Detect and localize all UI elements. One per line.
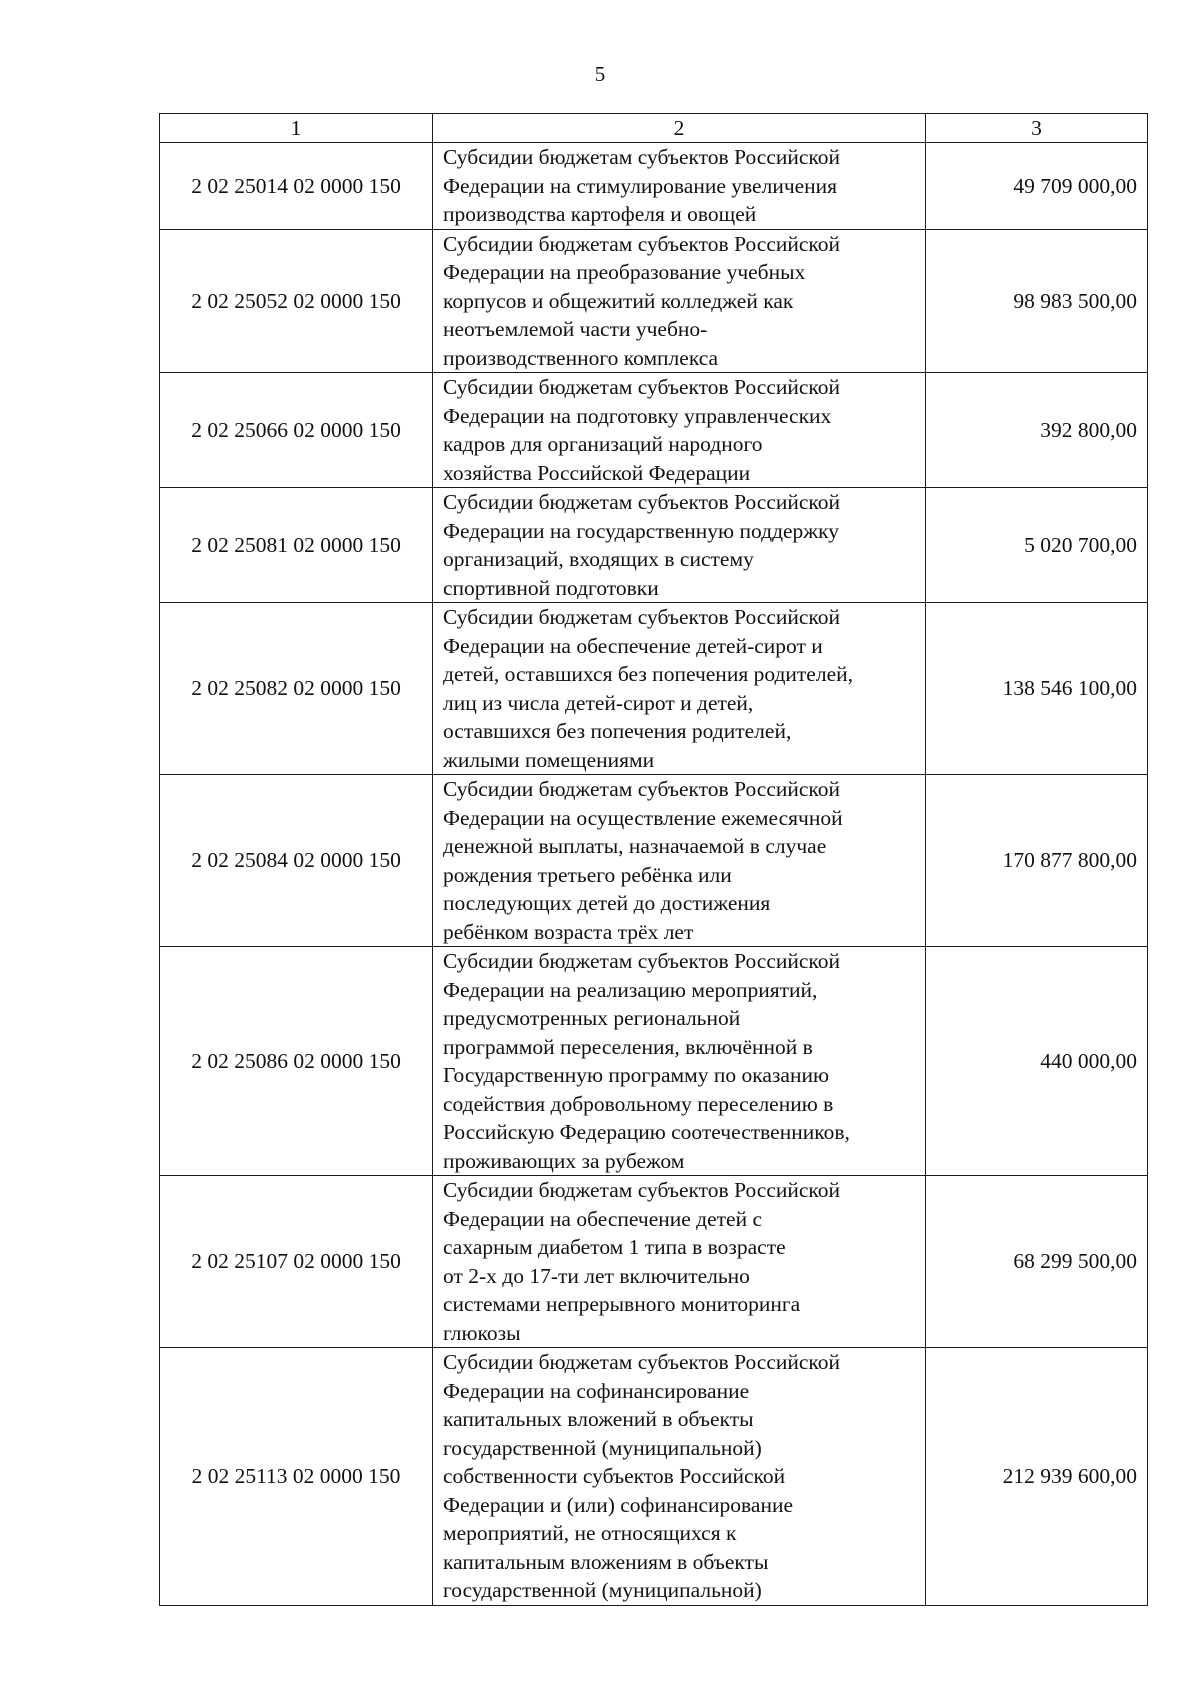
income-name-line: Федерации на государственную поддержку [443, 518, 840, 543]
income-name-line: программой переселения, включённой в [443, 1034, 813, 1059]
income-name-line: последующих детей до достижения [443, 891, 771, 915]
income-name-line: Федерации на подготовку управленческих [443, 403, 832, 428]
amount-cell: 440 000,00 [926, 947, 1148, 1176]
income-name-line: кадров для организаций народного [443, 432, 763, 456]
income-name-line: рождения третьего ребёнка или [443, 862, 732, 887]
income-name-line: лиц из числа детей-сирот и детей, [443, 690, 754, 715]
income-name-cell [433, 229, 926, 373]
income-name-line: Федерации на реализацию мероприятий, [443, 977, 818, 1002]
income-name-line: Субсидии бюджетам субъектов Российской [443, 490, 841, 514]
income-name-line: от 2-х до 17-ти лет включительно [443, 1263, 750, 1288]
budget-code-cell: 2 02 25066 02 0000 150 [160, 373, 433, 488]
income-name-line: производства картофеля и овощей [443, 202, 757, 226]
budget-code-cell: 2 02 25084 02 0000 150 [160, 775, 433, 947]
income-name-line: сахарным диабетом 1 типа в возрасте [443, 1235, 786, 1259]
amount-cell: 5 020 700,00 [926, 488, 1148, 603]
income-name-line: проживающих за рубежом [443, 1148, 685, 1173]
amount-cell: 212 939 600,00 [926, 1348, 1148, 1606]
header-row [160, 114, 1148, 143]
income-name-line: Государственную программу по оказанию [443, 1063, 830, 1087]
income-name-line: жилыми помещениями [443, 747, 655, 772]
income-name-line: капитальным вложениям в объекты [443, 1549, 769, 1574]
income-name-line: государственной (муниципальной) [443, 1435, 762, 1460]
income-name-line: системами непрерывного мониторинга [443, 1292, 801, 1316]
table-row [160, 775, 1148, 947]
budget-code-cell: 2 02 25113 02 0000 150 [160, 1348, 433, 1606]
table-row [160, 373, 1148, 488]
table-row [160, 1348, 1148, 1606]
income-name-line: Федерации на преобразование учебных [443, 260, 806, 284]
income-name-cell [433, 1348, 926, 1606]
income-name-cell [433, 1176, 926, 1348]
amount-cell: 68 299 500,00 [926, 1176, 1148, 1348]
table-row [160, 947, 1148, 1176]
income-name-line: капитальных вложений в объекты [443, 1407, 754, 1431]
income-name-line: глюкозы [443, 1320, 521, 1345]
budget-code-cell: 2 02 25052 02 0000 150 [160, 229, 433, 373]
income-name-line: хозяйства Российской Федерации [443, 460, 751, 485]
income-name-line: Субсидии бюджетам субъектов Российской [443, 1178, 841, 1202]
income-name-line: Российскую Федерацию соотечественников, [443, 1120, 850, 1144]
amount-cell: 98 983 500,00 [926, 229, 1148, 373]
income-name-line: мероприятий, не относящихся к [443, 1521, 737, 1545]
budget-code-cell: 2 02 25086 02 0000 150 [160, 947, 433, 1176]
income-name-line: ребёнком возраста трёх лет [443, 919, 694, 944]
amount-cell: 392 800,00 [926, 373, 1148, 488]
income-name-line: неотъемлемой части учебно- [443, 317, 708, 341]
table-row [160, 603, 1148, 775]
table-row [160, 229, 1148, 373]
income-name-line: производственного комплекса [443, 345, 719, 370]
income-name-line: Субсидии бюджетам субъектов Российской [443, 777, 841, 801]
income-name-line: Субсидии бюджетам субъектов Российской [443, 375, 841, 399]
income-name-line: Субсидии бюджетам субъектов Российской [443, 145, 841, 169]
income-name-cell [433, 947, 926, 1176]
income-name-line: оставшихся без попечения родителей, [443, 719, 792, 743]
budget-table [159, 113, 1148, 1606]
income-name-line: денежной выплаты, назначаемой в случае [443, 834, 827, 858]
income-name-cell [433, 143, 926, 230]
income-name-line: собственности субъектов Российской [443, 1464, 786, 1488]
income-name-line: Субсидии бюджетам субъектов Российской [443, 1350, 841, 1374]
table-body [160, 114, 1148, 1606]
income-name-line: Субсидии бюджетам субъектов Российской [443, 949, 841, 973]
page-number: 5 [594, 62, 606, 86]
income-name-line: Федерации на обеспечение детей с [443, 1206, 763, 1231]
income-name-cell [433, 775, 926, 947]
income-name-cell [433, 488, 926, 603]
column-header-name: 2 [433, 114, 926, 143]
income-name-line: государственной (муниципальной) [443, 1578, 762, 1602]
income-name-line: корпусов и общежитий колледжей как [443, 288, 794, 313]
income-name-line: Федерации на обеспечение детей-сирот и [443, 633, 823, 658]
income-name-line: детей, оставшихся без попечения родителей, [443, 662, 854, 686]
income-name-line: содействия добровольному переселению в [443, 1091, 834, 1116]
column-header-code: 1 [160, 114, 433, 143]
income-name-line: Субсидии бюджетам субъектов Российской [443, 605, 841, 629]
income-name-line: предусмотренных региональной [443, 1006, 741, 1030]
budget-code-cell: 2 02 25107 02 0000 150 [160, 1176, 433, 1348]
income-name-line: Федерации и (или) софинансирование [443, 1492, 794, 1517]
income-name-line: Федерации на софинансирование [443, 1378, 750, 1403]
budget-code-cell: 2 02 25082 02 0000 150 [160, 603, 433, 775]
table-row [160, 143, 1148, 230]
income-name-cell [433, 373, 926, 488]
income-name-line: Субсидии бюджетам субъектов Российской [443, 231, 841, 256]
column-header-amount: 3 [926, 114, 1148, 143]
budget-code-cell: 2 02 25081 02 0000 150 [160, 488, 433, 603]
amount-cell: 138 546 100,00 [926, 603, 1148, 775]
income-name-cell [433, 603, 926, 775]
budget-code-cell: 2 02 25014 02 0000 150 [160, 143, 433, 230]
income-name-line: Федерации на стимулирование увеличения [443, 173, 838, 198]
income-name-line: спортивной подготовки [443, 575, 659, 600]
amount-cell: 170 877 800,00 [926, 775, 1148, 947]
amount-cell: 49 709 000,00 [926, 143, 1148, 230]
table-row [160, 488, 1148, 603]
table-row [160, 1176, 1148, 1348]
income-name-line: организаций, входящих в систему [443, 547, 754, 571]
income-name-line: Федерации на осуществление ежемесячной [443, 805, 843, 830]
